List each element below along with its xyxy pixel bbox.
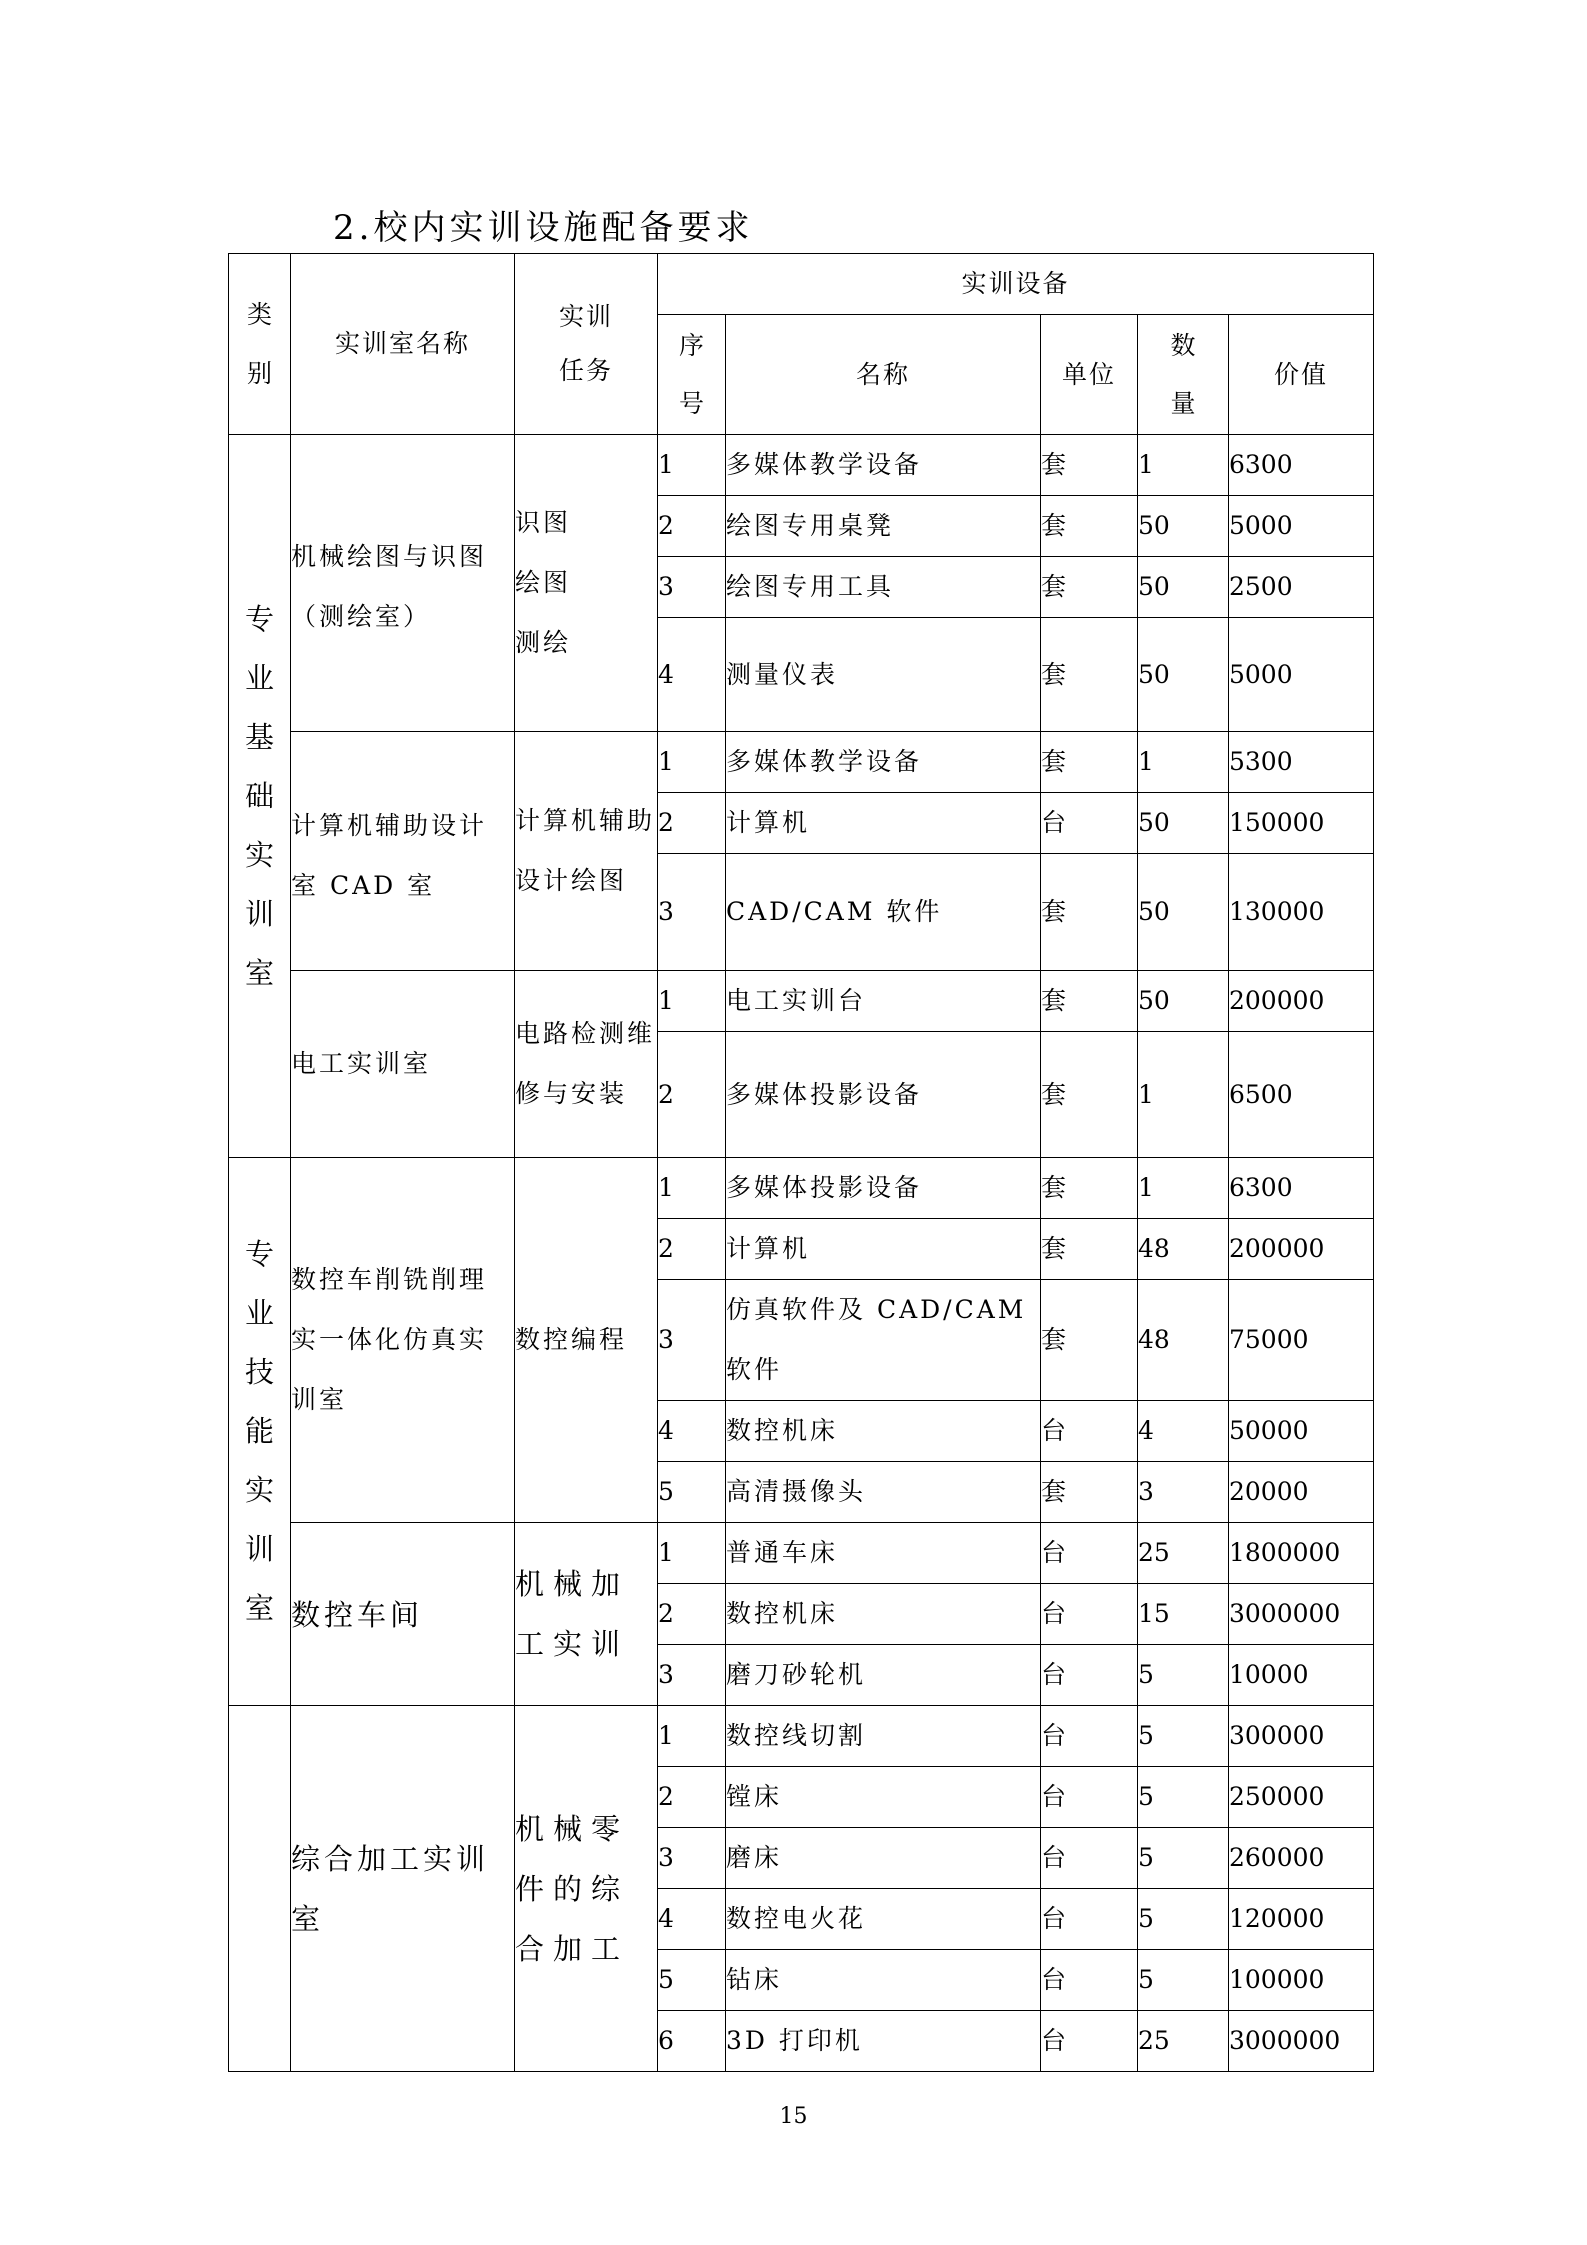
category-char: 训 — [244, 896, 274, 931]
item-price: 5000 — [1229, 618, 1374, 732]
header-name: 名称 — [726, 315, 1041, 435]
category-cell — [229, 1706, 291, 2072]
item-seq: 3 — [658, 557, 726, 618]
item-qty: 5 — [1138, 1706, 1229, 1767]
item-price: 300000 — [1229, 1706, 1374, 1767]
item-seq: 1 — [658, 1523, 726, 1584]
table-row — [229, 732, 1374, 793]
category-char: 实 — [244, 1473, 274, 1507]
item-name: 计算机 — [726, 1219, 1041, 1280]
item-unit: 台 — [1041, 1645, 1138, 1706]
item-seq: 3 — [658, 1645, 726, 1706]
item-unit: 台 — [1041, 1950, 1138, 2011]
item-name: 多媒体投影设备 — [726, 1158, 1041, 1219]
item-qty: 1 — [1138, 1158, 1229, 1219]
item-price: 5300 — [1229, 732, 1374, 793]
category-char: 础 — [244, 778, 274, 813]
room-task: 机械加工实训 — [515, 1523, 658, 1706]
item-qty: 1 — [1138, 1032, 1229, 1158]
item-price: 3000000 — [1229, 2011, 1374, 2072]
item-unit: 套 — [1041, 1032, 1138, 1158]
item-seq: 3 — [658, 854, 726, 971]
item-qty: 5 — [1138, 1767, 1229, 1828]
item-seq: 2 — [658, 1219, 726, 1280]
room-task: 数控编程 — [515, 1158, 658, 1523]
item-seq: 2 — [658, 496, 726, 557]
item-price: 6500 — [1229, 1032, 1374, 1158]
item-seq: 1 — [658, 1158, 726, 1219]
item-seq: 2 — [658, 1032, 726, 1158]
room-task: 识图 绘图 测绘 — [515, 435, 658, 732]
section-heading: 2.校内实训设施配备要求 — [333, 208, 754, 248]
category-char: 实 — [244, 837, 274, 872]
room-task: 机械零件的综合加工 — [515, 1706, 658, 2072]
item-unit: 台 — [1041, 1401, 1138, 1462]
item-seq: 2 — [658, 1767, 726, 1828]
item-seq: 1 — [658, 971, 726, 1032]
item-price: 1800000 — [1229, 1523, 1374, 1584]
item-name: CAD/CAM 软件 — [726, 854, 1041, 971]
item-name: 多媒体教学设备 — [726, 435, 1041, 496]
item-price: 200000 — [1229, 971, 1374, 1032]
item-qty: 1 — [1138, 732, 1229, 793]
item-price: 2500 — [1229, 557, 1374, 618]
item-seq: 2 — [658, 1584, 726, 1645]
item-qty: 25 — [1138, 2011, 1229, 2072]
item-name: 计算机 — [726, 793, 1041, 854]
item-price: 260000 — [1229, 1828, 1374, 1889]
item-qty: 5 — [1138, 1645, 1229, 1706]
category-char: 室 — [244, 955, 274, 990]
item-unit: 台 — [1041, 2011, 1138, 2072]
room-name: 电工实训室 — [291, 971, 515, 1158]
item-unit: 台 — [1041, 1767, 1138, 1828]
item-price: 20000 — [1229, 1462, 1374, 1523]
item-name: 数控电火花 — [726, 1889, 1041, 1950]
item-seq: 4 — [658, 1401, 726, 1462]
item-price: 150000 — [1229, 793, 1374, 854]
item-price: 50000 — [1229, 1401, 1374, 1462]
category-cell — [229, 435, 291, 1158]
item-name: 磨刀砂轮机 — [726, 1645, 1041, 1706]
item-unit: 台 — [1041, 1706, 1138, 1767]
item-unit: 台 — [1041, 1584, 1138, 1645]
item-seq: 3 — [658, 1280, 726, 1401]
item-seq: 4 — [658, 618, 726, 732]
item-name: 多媒体教学设备 — [726, 732, 1041, 793]
item-name: 3D 打印机 — [726, 2011, 1041, 2072]
item-unit: 台 — [1041, 793, 1138, 854]
item-name: 仿真软件及 CAD/CAM 软件 — [726, 1280, 1041, 1401]
category-char: 训 — [244, 1532, 274, 1566]
item-unit: 套 — [1041, 435, 1138, 496]
item-unit: 套 — [1041, 1462, 1138, 1523]
category-char: 基 — [244, 719, 274, 754]
page-number: 15 — [779, 2104, 808, 2129]
table-row — [229, 435, 1374, 496]
item-unit: 套 — [1041, 732, 1138, 793]
item-price: 10000 — [1229, 1645, 1374, 1706]
item-price: 250000 — [1229, 1767, 1374, 1828]
item-qty: 4 — [1138, 1401, 1229, 1462]
item-qty: 50 — [1138, 971, 1229, 1032]
item-unit: 套 — [1041, 971, 1138, 1032]
item-name: 多媒体投影设备 — [726, 1032, 1041, 1158]
item-seq: 1 — [658, 732, 726, 793]
item-seq: 6 — [658, 2011, 726, 2072]
item-name: 绘图专用工具 — [726, 557, 1041, 618]
item-unit: 台 — [1041, 1889, 1138, 1950]
table-row — [229, 1706, 1374, 1767]
category-char: 室 — [244, 1591, 274, 1625]
item-unit: 套 — [1041, 854, 1138, 971]
room-name: 综合加工实训室 — [291, 1706, 515, 2072]
equipment-table — [228, 253, 1374, 2072]
room-name: 机械绘图与识图（测绘室） — [291, 435, 515, 732]
item-qty: 1 — [1138, 435, 1229, 496]
item-name: 镗床 — [726, 1767, 1041, 1828]
item-name: 磨床 — [726, 1828, 1041, 1889]
item-price: 6300 — [1229, 1158, 1374, 1219]
category-char: 专 — [244, 1237, 274, 1271]
item-price: 3000000 — [1229, 1584, 1374, 1645]
category-char: 技 — [244, 1355, 274, 1389]
item-price: 5000 — [1229, 496, 1374, 557]
category-char: 业 — [244, 660, 274, 695]
room-name: 数控车削铣削理实一体化仿真实训室 — [291, 1158, 515, 1523]
item-unit: 套 — [1041, 1280, 1138, 1401]
item-name: 钻床 — [726, 1950, 1041, 2011]
item-price: 6300 — [1229, 435, 1374, 496]
item-unit: 台 — [1041, 1828, 1138, 1889]
item-seq: 1 — [658, 1706, 726, 1767]
category-char: 业 — [244, 1296, 274, 1330]
item-qty: 48 — [1138, 1219, 1229, 1280]
item-seq: 4 — [658, 1889, 726, 1950]
item-name: 数控机床 — [726, 1401, 1041, 1462]
item-price: 100000 — [1229, 1950, 1374, 2011]
item-qty: 5 — [1138, 1828, 1229, 1889]
item-name: 绘图专用桌凳 — [726, 496, 1041, 557]
table-row — [229, 971, 1374, 1032]
category-cell — [229, 1158, 291, 1706]
item-name: 普通车床 — [726, 1523, 1041, 1584]
item-price: 120000 — [1229, 1889, 1374, 1950]
item-unit: 套 — [1041, 496, 1138, 557]
item-unit: 套 — [1041, 1158, 1138, 1219]
item-unit: 套 — [1041, 1219, 1138, 1280]
header-seq: 序号 — [658, 315, 726, 435]
item-qty: 48 — [1138, 1280, 1229, 1401]
item-qty: 50 — [1138, 854, 1229, 971]
room-task: 电路检测维修与安装 — [515, 971, 658, 1158]
item-unit: 台 — [1041, 1523, 1138, 1584]
header-category: 类别 — [229, 254, 291, 435]
table-row — [229, 1158, 1374, 1219]
item-name: 高清摄像头 — [726, 1462, 1041, 1523]
item-unit: 套 — [1041, 618, 1138, 732]
category-char: 专 — [244, 601, 274, 636]
item-qty: 25 — [1138, 1523, 1229, 1584]
room-name: 计算机辅助设计室 CAD 室 — [291, 732, 515, 971]
item-seq: 2 — [658, 793, 726, 854]
item-price: 200000 — [1229, 1219, 1374, 1280]
item-qty: 50 — [1138, 793, 1229, 854]
header-task: 实训任务 — [515, 254, 658, 435]
item-qty: 5 — [1138, 1950, 1229, 2011]
header-equipment: 实训设备 — [658, 254, 1374, 315]
item-name: 数控线切割 — [726, 1706, 1041, 1767]
room-name: 数控车间 — [291, 1523, 515, 1706]
table-row — [229, 1523, 1374, 1584]
item-seq: 5 — [658, 1950, 726, 2011]
item-price: 130000 — [1229, 854, 1374, 971]
item-qty: 15 — [1138, 1584, 1229, 1645]
item-seq: 1 — [658, 435, 726, 496]
item-name: 数控机床 — [726, 1584, 1041, 1645]
item-unit: 套 — [1041, 557, 1138, 618]
item-seq: 5 — [658, 1462, 726, 1523]
item-qty: 50 — [1138, 618, 1229, 732]
room-task: 计算机辅助设计绘图 — [515, 732, 658, 971]
item-qty: 50 — [1138, 496, 1229, 557]
item-qty: 5 — [1138, 1889, 1229, 1950]
item-seq: 3 — [658, 1828, 726, 1889]
category-char: 能 — [244, 1414, 274, 1448]
header-unit: 单位 — [1041, 315, 1138, 435]
item-qty: 3 — [1138, 1462, 1229, 1523]
item-name: 电工实训台 — [726, 971, 1041, 1032]
item-qty: 50 — [1138, 557, 1229, 618]
item-name: 测量仪表 — [726, 618, 1041, 732]
item-price: 75000 — [1229, 1280, 1374, 1401]
header-price: 价值 — [1229, 315, 1374, 435]
header-room: 实训室名称 — [291, 254, 515, 435]
header-qty: 数量 — [1138, 315, 1229, 435]
